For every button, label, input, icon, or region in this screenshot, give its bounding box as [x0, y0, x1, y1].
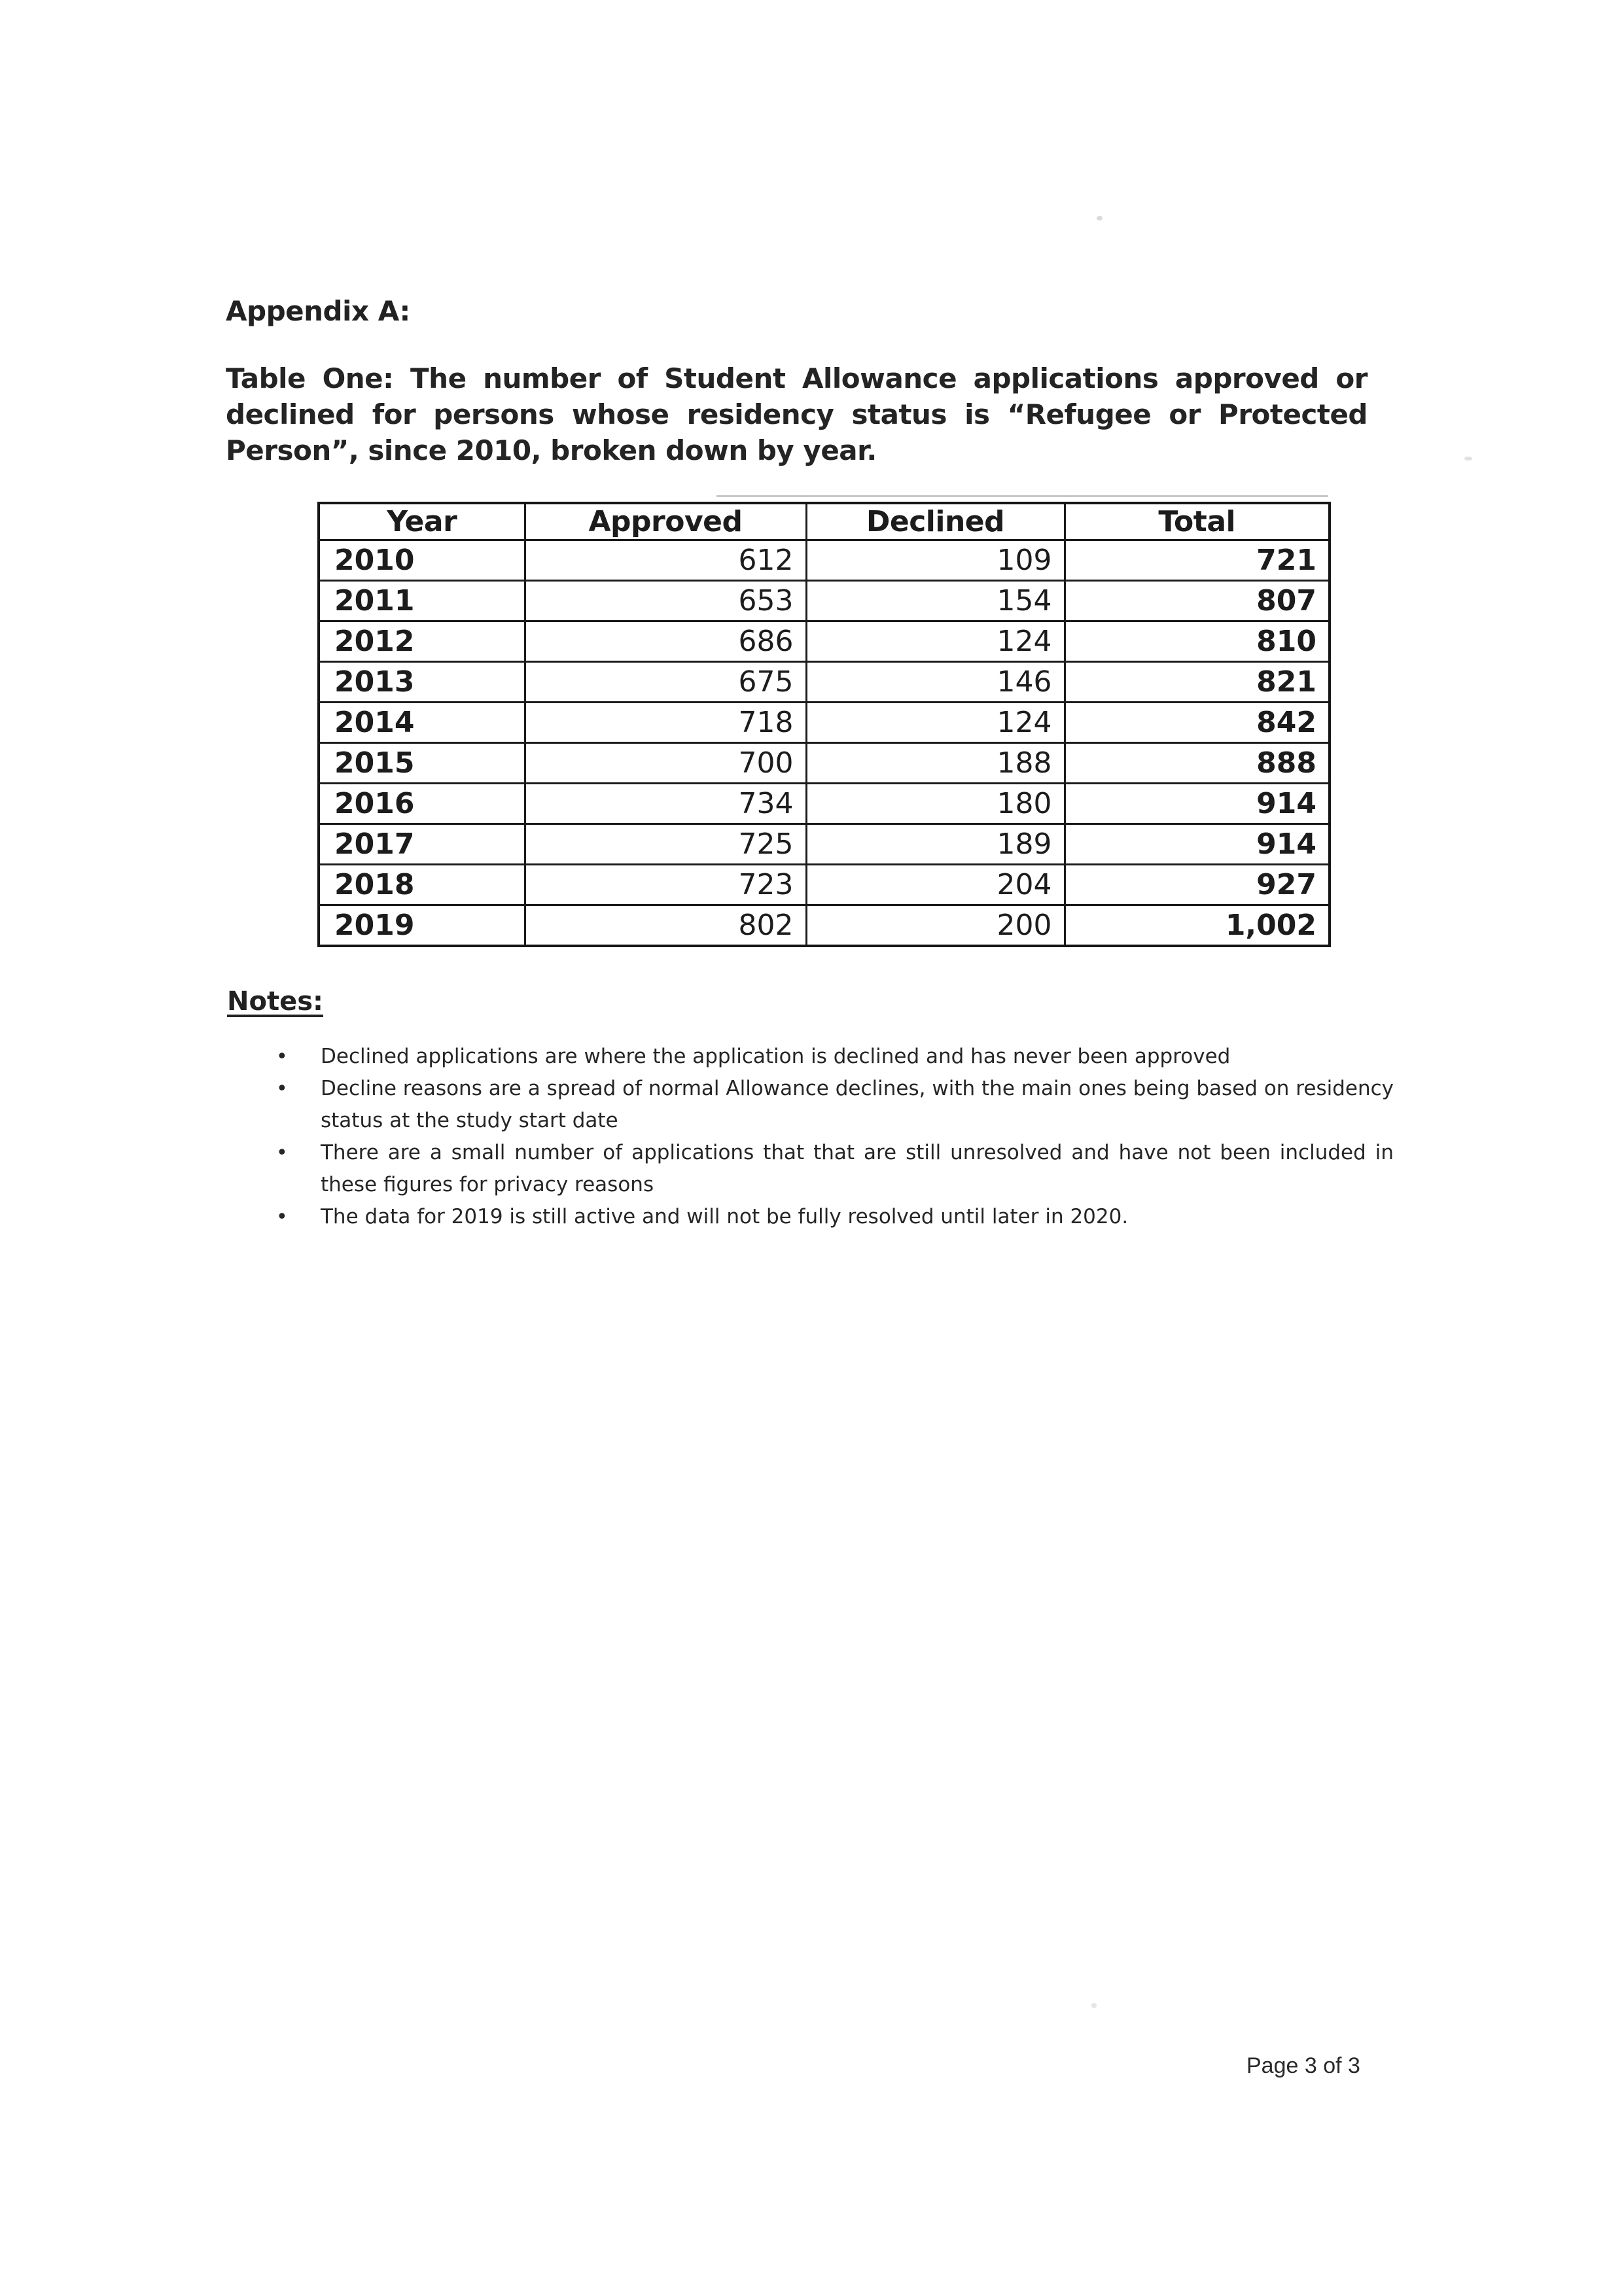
cell-declined: 189	[806, 824, 1065, 865]
cell-total: 914	[1065, 824, 1330, 865]
table-row	[319, 662, 1330, 703]
cell-year: 2019	[319, 905, 525, 947]
cell-declined: 124	[806, 703, 1065, 743]
cell-approved: 675	[525, 662, 806, 703]
cell-total: 927	[1065, 865, 1330, 905]
cell-total: 888	[1065, 743, 1330, 784]
table-row	[319, 621, 1330, 662]
cell-declined: 200	[806, 905, 1065, 947]
column-header-declined: Declined	[806, 503, 1065, 540]
cell-year: 2015	[319, 743, 525, 784]
bullet-icon: •	[276, 1077, 288, 1100]
table-row	[319, 703, 1330, 743]
cell-approved: 686	[525, 621, 806, 662]
note-item	[274, 1137, 1394, 1201]
table-title-line: declined for persons whose residency status is “Refugee or Protected	[226, 398, 1368, 430]
cell-declined: 188	[806, 743, 1065, 784]
column-header-total: Total	[1065, 503, 1330, 540]
note-text: There are a small number of applications that that are still unresolved and have not been included in these figures for privacy reasons	[321, 1141, 1394, 1196]
table-row	[319, 581, 1330, 621]
table-header-row	[319, 503, 1330, 540]
cell-total: 807	[1065, 581, 1330, 621]
cell-approved: 612	[525, 540, 806, 581]
column-header-approved: Approved	[525, 503, 806, 540]
applications-table	[317, 502, 1331, 947]
note-text: The data for 2019 is still active and will not be fully resolved until later in 2020.	[321, 1205, 1129, 1228]
scan-artifact-speck	[1464, 457, 1472, 461]
cell-approved: 700	[525, 743, 806, 784]
bullet-icon: •	[276, 1206, 288, 1228]
cell-total: 1,002	[1065, 905, 1330, 947]
table-title-line: Person”, since 2010, broken down by year.	[226, 434, 877, 466]
cell-declined: 146	[806, 662, 1065, 703]
notes-heading: Notes:	[227, 986, 324, 1017]
cell-approved: 734	[525, 784, 806, 824]
cell-year: 2012	[319, 621, 525, 662]
bullet-icon: •	[276, 1141, 288, 1164]
cell-total: 810	[1065, 621, 1330, 662]
table-title	[226, 360, 1368, 468]
cell-total: 914	[1065, 784, 1330, 824]
cell-year: 2017	[319, 824, 525, 865]
note-item	[274, 1041, 1394, 1073]
note-item	[274, 1201, 1394, 1233]
cell-approved: 725	[525, 824, 806, 865]
table-row	[319, 540, 1330, 581]
cell-approved: 718	[525, 703, 806, 743]
cell-approved: 802	[525, 905, 806, 947]
cell-year: 2018	[319, 865, 525, 905]
cell-total: 721	[1065, 540, 1330, 581]
cell-total: 821	[1065, 662, 1330, 703]
notes-list	[274, 1041, 1394, 1233]
cell-year: 2011	[319, 581, 525, 621]
table-row	[319, 743, 1330, 784]
table-title-line: Table One: The number of Student Allowance applications approved or	[226, 362, 1368, 394]
scan-artifact-speck	[1097, 216, 1103, 220]
bullet-icon: •	[276, 1045, 288, 1068]
cell-approved: 653	[525, 581, 806, 621]
cell-year: 2016	[319, 784, 525, 824]
cell-declined: 109	[806, 540, 1065, 581]
cell-total: 842	[1065, 703, 1330, 743]
scan-artifact-speck	[1091, 2003, 1097, 2008]
column-header-year: Year	[319, 503, 525, 540]
note-text: Decline reasons are a spread of normal Allowance declines, with the main ones being based on residency status at the study start date	[321, 1077, 1394, 1132]
table-row	[319, 905, 1330, 947]
cell-year: 2014	[319, 703, 525, 743]
cell-year: 2013	[319, 662, 525, 703]
cell-declined: 180	[806, 784, 1065, 824]
note-text: Declined applications are where the application is declined and has never been approved	[321, 1045, 1231, 1068]
page-number: Page 3 of 3	[1246, 2053, 1360, 2078]
cell-year: 2010	[319, 540, 525, 581]
table-row	[319, 865, 1330, 905]
appendix-heading: Appendix A:	[226, 295, 410, 327]
note-item	[274, 1073, 1394, 1137]
table-row	[319, 784, 1330, 824]
cell-approved: 723	[525, 865, 806, 905]
cell-declined: 124	[806, 621, 1065, 662]
cell-declined: 204	[806, 865, 1065, 905]
table-row	[319, 824, 1330, 865]
scan-artifact-line	[716, 495, 1328, 497]
cell-declined: 154	[806, 581, 1065, 621]
